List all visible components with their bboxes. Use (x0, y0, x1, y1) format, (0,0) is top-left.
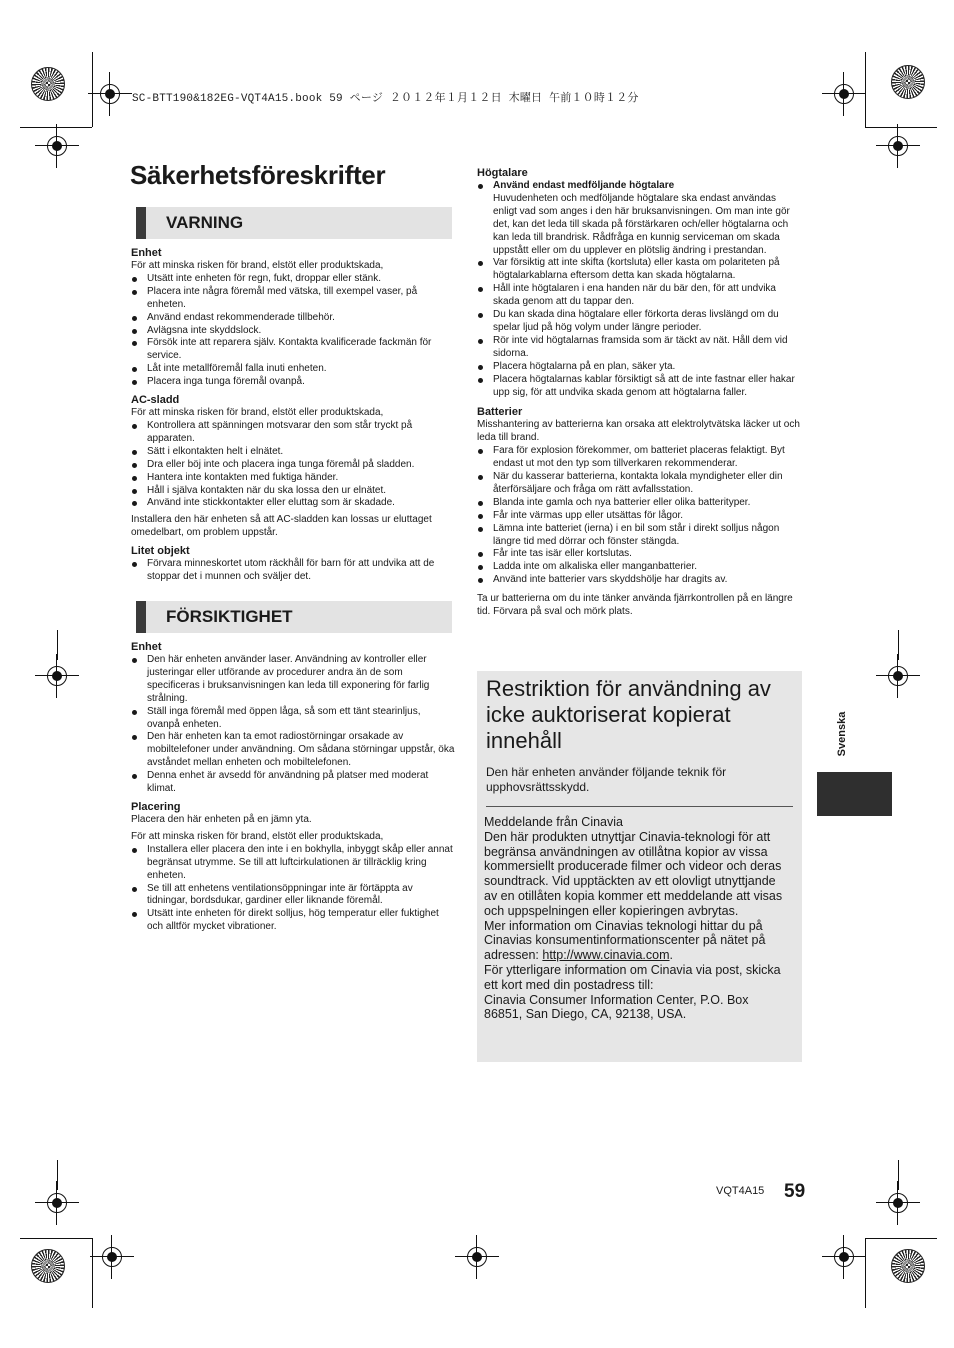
list-item: När du kasserar batterierna, kontakta lokala myndigheter eller din återförsäljare och fråga om rätt avfallsstation. (477, 471, 801, 497)
list-item: Var försiktig att inte skifta (kortsluta) eller kasta om polariteten på högtalarkablarna eftersom detta kan skada högtalarna. (477, 257, 801, 283)
list-item: Kontrollera att spänningen motsvarar den som står tryckt på apparaten. (131, 420, 453, 446)
registration-crosshair-icon (45, 664, 69, 688)
registration-rosette-icon (891, 65, 925, 99)
litet-objekt-list (131, 558, 453, 584)
registration-crosshair-icon (832, 1245, 856, 1269)
crop-mark (898, 1160, 899, 1190)
cinavia-address: Cinavia Consumer Information Center, P.O. Box 86851, San Diego, CA, 92138, USA. (484, 992, 749, 1022)
cinavia-paragraph (484, 919, 790, 963)
list-item: Placera högtalarna på en plan, säker yta. (477, 361, 801, 374)
hogtalare-heading: Högtalare (477, 167, 528, 179)
registration-crosshair-icon (98, 82, 122, 106)
restriction-intro: Den här enheten använder följande teknik för upphovsrättsskydd. (486, 765, 727, 794)
list-item: Den här enheten kan ta emot radiostörningar orsakade av mobiltelefoner under användning. Om sådana störningar uppstår, öka avståndet mellan enheten och mobiltelefonen. (131, 731, 455, 770)
crop-mark (865, 127, 937, 128)
registration-rosette-icon (31, 67, 65, 101)
list-item: Utsätt inte enheten för regn, fukt, droppar eller stänk. (131, 273, 453, 286)
list-item: Försök inte att reparera själv. Kontakta kvalificerade fackmän för service. (131, 337, 453, 363)
list-item: Ställ inga föremål med öppen låga, så som ett tänt stearinljus, ovanpå enheten. (131, 706, 455, 732)
hogtalare-lead-text: Huvudenheten och medföljande högtalare ska endast användas enligt vad som anges i den här bruksanvisningen. Om man inte gör det, kan det leda till skada på förstärkaren och/eller högtalarna och kan leda till brandrisk. Rådfråga en kunnig serviceman om skada uppstått eller om du upplever en plötslig ändring i prestandan. (493, 192, 790, 256)
restriction-divider (486, 806, 793, 807)
batterier-list (477, 445, 801, 587)
file-header: SC-BTT190&182EG-VQT4A15.book 59 ページ ２０１２年１月１２日 木曜日 午前１０時１２分 (132, 93, 639, 105)
placering-heading: Placering (131, 800, 181, 813)
forsiktighet-heading: FÖRSIKTIGHET (136, 601, 452, 633)
list-item: Får inte värmas upp eller utsättas för lågor. (477, 510, 801, 523)
list-item: Installera eller placera den inte i en bokhylla, inbyggt skåp eller annat begränsat utrymme. Se till att luftcirkulationen är tillräcklig kring enheten. (131, 844, 455, 883)
crop-mark (57, 1160, 58, 1190)
registration-crosshair-icon (886, 664, 910, 688)
crop-mark (57, 630, 58, 660)
hogtalare-lead-item: Använd endast medföljande högtalare (493, 180, 675, 191)
list-item: Låt inte metallföremål falla inuti enheten. (131, 363, 453, 376)
list-item: Använd inte stickkontakter eller eluttag som är skadade. (131, 497, 453, 510)
cinavia-info-period: . (669, 948, 673, 963)
ac-sladd-note: Installera den här enheten så att AC-sladden kan lossas ur eluttaget omedelbart, om problem uppstår. (131, 514, 432, 539)
list-item: Dra eller böj inte och placera inga tunga föremål på sladden. (131, 459, 453, 472)
list-item: Använd inte batterier vars skyddshölje har dragits av. (477, 574, 801, 587)
varning-heading: VARNING (136, 207, 452, 239)
list-item: Se till att enhetens ventilationsöppningar inte är förtäppta av tidningar, bordsdukar, gardiner eller liknande föremål. (131, 883, 455, 909)
list-item: Håll i själva kontakten när du ska lossa den ur elnätet. (131, 485, 453, 498)
list-item: Fara för explosion förekommer, om batteriet placeras felaktigt. Byt endast ut mot den typ som tillverkaren rekommenderar. (477, 445, 801, 471)
registration-crosshair-icon (832, 82, 856, 106)
list-item: Använd endast rekommenderade tillbehör. (131, 312, 453, 325)
enhet-list (131, 654, 455, 796)
list-item: Lämna inte batteriet (ierna) i en bil som står i direkt solljus någon längre tid med dörrar och fönster stängda. (477, 523, 801, 549)
list-item: Ladda inte om alkaliska eller manganbatterier. (477, 561, 801, 574)
page-number: 59 (784, 1181, 806, 1202)
restriction-title: Restriktion för användning av icke auktoriserat kopierat innehåll (486, 676, 771, 753)
registration-crosshair-icon (100, 1245, 124, 1269)
cinavia-info-text: Mer information om Cinavias teknologi hittar du på Cinavias konsumentinformationscenter på nätet på adressen: (484, 918, 766, 963)
ac-sladd-intro: För att minska risken för brand, elstöt eller produktskada, (131, 407, 384, 419)
enhet-heading: Enhet (131, 247, 162, 259)
crop-mark (92, 1238, 93, 1308)
crop-mark (865, 1238, 866, 1308)
cinavia-link[interactable]: http://www.cinavia.com (542, 948, 670, 963)
list-item: Hantera inte kontakten med fuktiga händer. (131, 472, 453, 485)
batterier-intro: Misshantering av batterierna kan orsaka att elektrolytvätska läcker ut och leda till brand. (477, 419, 800, 444)
registration-rosette-icon (891, 1249, 925, 1283)
list-item: Förvara minneskortet utom räckhåll för barn för att undvika att de stoppar det i munnen och sväljer det. (131, 558, 453, 584)
list-item: Placera inte några föremål med vätska, till exempel vaser, på enheten. (131, 286, 453, 312)
cinavia-paragraph: Den här produkten utnyttjar Cinavia-teknologi för att begränsa användningen av otillåtna kopior av vissa kommersiellt producerade filmer och videor och deras soundtrack. Vid upptäckten av ett olovligt utnyttjande av en otillåten kopia kommer ett meddelande att visas och uppspelningen eller kopieringen avbrytas. (484, 829, 783, 918)
varning-section (131, 246, 453, 584)
list-item: Rör inte vid högtalarnas framsida som är täckt av nät. Håll dem vid sidorna. (477, 335, 801, 361)
crop-mark (865, 1238, 937, 1239)
crop-mark (898, 630, 899, 660)
list-item: Avlägsna inte skyddslock. (131, 325, 453, 338)
ac-sladd-heading: AC-sladd (131, 394, 180, 407)
list-item: Placera högtalarnas kablar försiktigt så att de inte fastnar eller hakar upp sig, för att undvika skada genom att högtalarna faller. (477, 374, 801, 400)
crop-mark (20, 127, 92, 128)
ac-sladd-list (131, 420, 453, 510)
list-item: Du kan skada dina högtalare eller förkorta deras livslängd om du spelar ljud på hög volym under längre perioder. (477, 309, 801, 335)
enhet-list (131, 273, 453, 389)
enhet-intro: För att minska risken för brand, elstöt eller produktskada, (131, 260, 384, 271)
cinavia-heading: Meddelande från Cinavia (484, 815, 623, 829)
registration-crosshair-icon (465, 1245, 489, 1269)
registration-crosshair-icon (886, 1191, 910, 1215)
cinavia-notice (484, 815, 790, 1022)
crop-mark (20, 1238, 92, 1239)
language-side-label: Svenska (836, 711, 848, 757)
enhet-heading: Enhet (131, 641, 162, 653)
placering-intro-2: För att minska risken för brand, elstöt eller produktskada, (131, 830, 384, 842)
list-item: Får inte tas isär eller kortslutas. (477, 548, 801, 561)
language-tab (817, 772, 892, 816)
page-title: Säkerhetsföreskrifter (130, 160, 386, 190)
list-item: Denna enhet är avsedd för användning på platser med moderat klimat. (131, 770, 455, 796)
list-item: Placera inga tunga föremål ovanpå. (131, 376, 453, 389)
list-item: Sätt i elkontakten helt i elnätet. (131, 446, 453, 459)
list-item: Utsätt inte enheten för direkt solljus, hög temperatur eller fuktighet och alltför mycket vibrationer. (131, 908, 455, 934)
registration-crosshair-icon (45, 134, 69, 158)
placering-intro: Placera den här enheten på en jämn yta. (131, 813, 312, 825)
model-code: VQT4A15 (716, 1185, 765, 1197)
list-item: Håll inte högtalaren i ena handen när du bär den, för att undvika skada genom att du tappar den. (477, 283, 801, 309)
list-item (477, 180, 801, 257)
hogtalare-batterier-section (477, 166, 801, 619)
litet-objekt-heading: Litet objekt (131, 545, 190, 558)
batterier-heading: Batterier (477, 406, 523, 419)
crop-mark (92, 52, 93, 127)
hogtalare-list (477, 180, 801, 399)
registration-crosshair-icon (886, 134, 910, 158)
list-item: Blanda inte gamla och nya batterier eller olika batterityper. (477, 497, 801, 510)
placering-list (131, 844, 455, 934)
list-item: Den här enheten använder laser. Användning av kontroller eller justeringar eller utförande av procedurer andra än de som specificeras i bruksanvisningen kan leda till exponering för farlig strålning. (131, 654, 455, 706)
registration-rosette-icon (31, 1249, 65, 1283)
cinavia-paragraph: För ytterligare information om Cinavia via post, skicka ett kort med din postadress till: (484, 962, 781, 992)
forsiktighet-section (131, 640, 455, 934)
batterier-note: Ta ur batterierna om du inte tänker använda fjärrkontrollen på en längre tid. Förvara på sval och mörk plats. (477, 593, 793, 618)
registration-crosshair-icon (45, 1191, 69, 1215)
crop-mark (865, 52, 866, 127)
